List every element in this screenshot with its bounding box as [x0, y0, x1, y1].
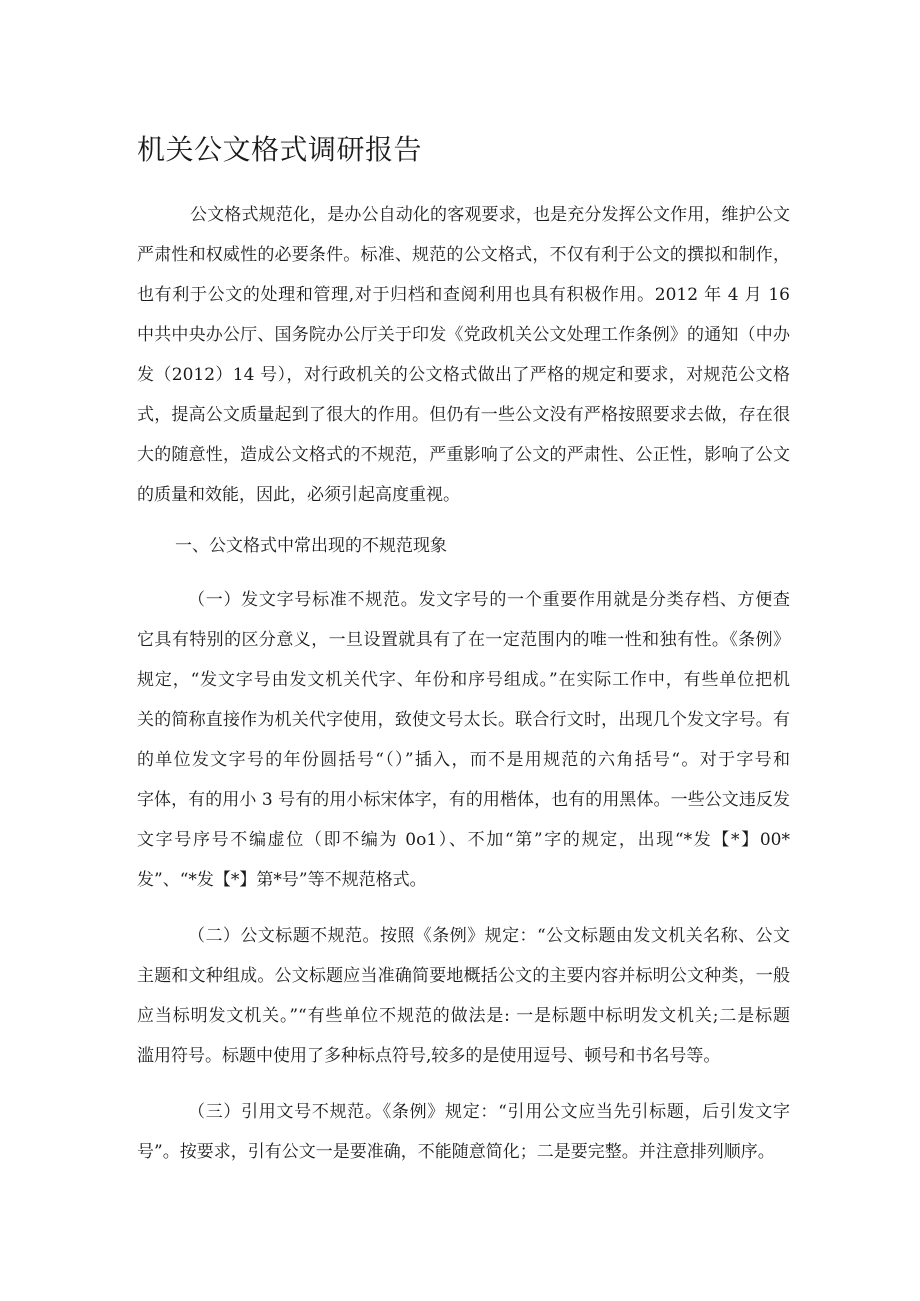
text-line: 公文格式规范化，是办公自动化的客观要求，也是充分发挥公文作用，维护公文 — [190, 205, 790, 225]
text-line: 的单位发文字号的年份圆括号“（）”插入，而不是用规范的六角括号“。对于字号和 — [137, 750, 790, 770]
text-line: 应当标明发文机关。”“有些单位不规范的做法是: 一是标题中标明发文机关;二是标题 — [137, 1006, 790, 1026]
text-line: 文字号序号不编虚位（即不编为 0o1）、不加“第”字的规定，出现“*发【*】00* — [137, 830, 790, 850]
text-line: 也有利于公文的处理和管理,对于归档和查阅利用也具有积极作用。2012 年 4 月 16 — [137, 285, 790, 305]
text-line: 大的随意性，造成公文格式的不规范，严重影响了公文的严肃性、公正性，影响了公文 — [137, 445, 790, 465]
item-paragraph-1 — [137, 580, 790, 900]
text-line: 号”。按要求，引有公文一是要准确，不能随意简化；二是要完整。并注意排列顺序。 — [137, 1142, 775, 1162]
text-line: （二）公文标题不规范。按照《条例》规定：“公文标题由发文机关名称、公文 — [188, 926, 790, 946]
text-line: 发（2012）14 号），对行政机关的公文格式做出了严格的规定和要求，对规范公文格 — [137, 365, 790, 385]
text-line: 规定，“发文字号由发文机关代字、年份和序号组成。”在实际工作中，有些单位把机 — [137, 670, 790, 690]
document-title: 机关公文格式调研报告 — [137, 133, 423, 166]
text-line: （三）引用文号不规范。《条例》规定：“引用公文应当先引标题，后引发文字 — [188, 1102, 790, 1122]
text-line: 滥用符号。标题中使用了多种标点符号,较多的是使用逗号、顿号和书名号等。 — [137, 1046, 721, 1066]
text-line: （一）发文字号标准不规范。发文字号的一个重要作用就是分类存档、方便查 — [188, 590, 790, 610]
text-line: 式，提高公文质量起到了很大的作用。但仍有一些公文没有严格按照要求去做，存在很 — [137, 405, 790, 425]
text-line: 关的简称直接作为机关代字使用，致使文号太长。联合行文时，出现几个发文字号。有 — [137, 710, 790, 730]
intro-paragraph — [137, 195, 790, 515]
text-line: 中共中央办公厅、国务院办公厅关于印发《党政机关公文处理工作条例》的通知（中办 — [137, 325, 790, 345]
item-paragraph-2 — [137, 916, 790, 1076]
text-line: 发”、“*发【*】第*号”等不规范格式。 — [137, 870, 427, 890]
item-paragraph-3 — [137, 1092, 790, 1172]
text-line: 严肃性和权威性的必要条件。标准、规范的公文格式，不仅有利于公文的撰拟和制作， — [137, 245, 790, 265]
text-line: 的质量和效能，因此，必须引起高度重视。 — [137, 485, 460, 505]
document-page — [137, 130, 790, 1188]
text-line: 它具有特别的区分意义，一旦设置就具有了在一定范围内的唯一性和独有性。《条例》 — [137, 630, 790, 650]
text-line: 主题和文种组成。公文标题应当准确简要地概括公文的主要内容并标明公文种类，一般 — [137, 966, 790, 986]
section-heading: 一、公文格式中常出现的不规范现象 — [175, 536, 447, 556]
text-line: 字体，有的用小 3 号有的用小标宋体字，有的用楷体，也有的用黑体。一些公文违反发 — [137, 790, 790, 810]
